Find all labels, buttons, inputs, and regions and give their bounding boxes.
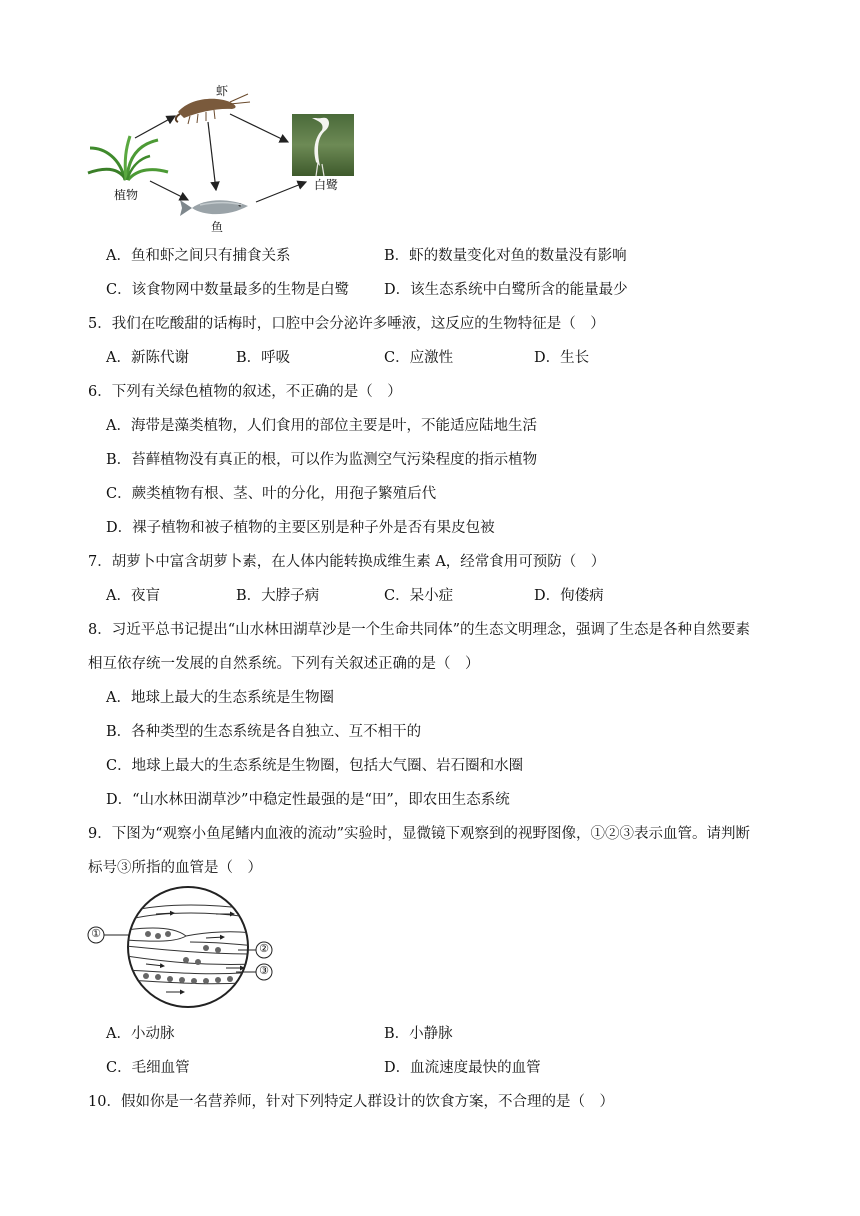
option-text: “山水林田湖草沙”中稳定性最强的是“田”，即农田生态系统 xyxy=(132,792,510,808)
arrow-plant-to-fish xyxy=(150,181,188,200)
option-letter: A． xyxy=(106,350,131,366)
option-letter: A． xyxy=(106,418,131,434)
option-text: 蕨类植物有根、茎、叶的分化，用孢子繁殖后代 xyxy=(131,486,437,502)
q6-option-a[interactable] xyxy=(106,414,537,435)
option-text: 生长 xyxy=(560,350,590,366)
q6-stem: 6．下列有关绿色植物的叙述，不正确的是（ ） xyxy=(88,384,402,400)
option-text: 地球上最大的生态系统是生物圈，包括大气圈、岩石圈和水圈 xyxy=(131,758,524,774)
q6-option-d[interactable] xyxy=(106,516,495,537)
option-text: 佝偻病 xyxy=(560,588,604,604)
option-letter: A． xyxy=(106,1026,131,1042)
vessel-label-1: ① xyxy=(91,927,101,940)
food-web-drawing xyxy=(80,78,370,238)
q8-stem-line-1: 8．习近平总书记提出“山水林田湖草沙是一个生命共同体”的生态文明理念，强调了生态是各种自然要素 xyxy=(88,622,751,638)
q10-stem: 10．假如你是一名营养师，针对下列特定人群设计的饮食方案，不合理的是（ ） xyxy=(88,1094,614,1110)
option-letter: C． xyxy=(106,282,132,298)
q9-stem-line-2: 标号③所指的血管是（ ） xyxy=(88,860,262,876)
option-text: 呼吸 xyxy=(261,350,291,366)
q8-option-b[interactable] xyxy=(106,720,421,741)
option-letter: C． xyxy=(384,588,410,604)
option-text: 虾的数量变化对鱼的数量没有影响 xyxy=(409,248,627,264)
q7-option-c[interactable] xyxy=(384,584,453,605)
q8-option-c[interactable] xyxy=(106,754,523,775)
option-text: 呆小症 xyxy=(409,588,454,604)
option-letter: C． xyxy=(106,1060,132,1076)
option-letter: B． xyxy=(236,588,262,604)
option-letter: C． xyxy=(106,486,132,502)
q4-option-b[interactable] xyxy=(384,244,627,265)
option-text: 小动脉 xyxy=(130,1026,175,1042)
vessel-label-3: ③ xyxy=(259,964,269,977)
arrow-shrimp-to-egret xyxy=(230,114,288,142)
q5-option-a[interactable] xyxy=(106,346,189,367)
q4-option-a[interactable] xyxy=(106,244,290,265)
food-web-figure xyxy=(80,78,370,238)
fish-icon xyxy=(180,200,248,216)
plant-icon xyxy=(88,136,168,180)
arrow-shrimp-to-fish xyxy=(208,122,216,190)
option-letter: A． xyxy=(106,248,131,264)
q9-option-a[interactable] xyxy=(106,1022,174,1043)
q6-option-b[interactable] xyxy=(106,448,537,469)
option-text: 夜盲 xyxy=(130,588,160,604)
option-letter: D． xyxy=(534,350,561,366)
q8-stem-line-2: 相互依存统一发展的自然系统。下列有关叙述正确的是（ ） xyxy=(88,656,480,672)
option-text: 毛细血管 xyxy=(131,1060,190,1076)
q7-option-b[interactable] xyxy=(236,584,319,605)
option-text: 地球上最大的生态系统是生物圈 xyxy=(130,690,334,706)
option-text: 新陈代谢 xyxy=(130,350,189,366)
label-shrimp: 虾 xyxy=(216,84,229,98)
q8-option-d[interactable] xyxy=(106,788,510,809)
option-text: 应激性 xyxy=(409,350,454,366)
vessel-label-2: ② xyxy=(259,942,269,955)
q9-option-c[interactable] xyxy=(106,1056,190,1077)
option-letter: B． xyxy=(106,724,132,740)
option-letter: D． xyxy=(384,1060,411,1076)
option-text: 裸子植物和被子植物的主要区别是种子外是否有果皮包被 xyxy=(132,520,495,536)
option-text: 该食物网中数量最多的生物是白鹭 xyxy=(131,282,350,298)
q9-stem-line-1: 9．下图为“观察小鱼尾鳍内血液的流动”实验时，显微镜下观察到的视野图像，①②③表示血管。请判断 xyxy=(88,826,751,842)
option-text: 苔藓植物没有真正的根，可以作为监测空气污染程度的指示植物 xyxy=(131,452,538,468)
option-letter: C． xyxy=(384,350,410,366)
option-letter: D． xyxy=(384,282,411,298)
shrimp-icon xyxy=(176,94,250,124)
q5-option-b[interactable] xyxy=(236,346,290,367)
option-letter: A． xyxy=(106,588,131,604)
option-text: 血流速度最快的血管 xyxy=(410,1060,541,1076)
option-text: 海带是藻类植物，人们食用的部位主要是叶，不能适应陆地生活 xyxy=(130,418,537,434)
label-plant: 植物 xyxy=(114,188,139,202)
option-letter: B． xyxy=(384,1026,410,1042)
q5-stem: 5．我们在吃酸甜的话梅时，口腔中会分泌许多唾液，这反应的生物特征是（ ） xyxy=(88,316,605,332)
label-egret: 白鹭 xyxy=(314,178,339,192)
q5-option-d[interactable] xyxy=(534,346,589,367)
option-text: 大脖子病 xyxy=(261,588,320,604)
option-letter: D． xyxy=(106,520,133,536)
option-letter: A． xyxy=(106,690,131,706)
q4-option-c[interactable] xyxy=(106,278,349,299)
q7-stem: 7．胡萝卜中富含胡萝卜素，在人体内能转换成维生素 A，经常食用可预防（ ） xyxy=(88,554,606,570)
q6-option-c[interactable] xyxy=(106,482,436,503)
q7-option-d[interactable] xyxy=(534,584,604,605)
option-letter: D． xyxy=(534,588,561,604)
q5-option-c[interactable] xyxy=(384,346,453,367)
option-letter: B． xyxy=(384,248,410,264)
option-letter: D． xyxy=(106,792,133,808)
q7-option-a[interactable] xyxy=(106,584,160,605)
option-letter: B． xyxy=(106,452,132,468)
option-text: 各种类型的生态系统是各自独立、互不相干的 xyxy=(131,724,422,740)
q9-option-d[interactable] xyxy=(384,1056,541,1077)
option-text: 小静脉 xyxy=(409,1026,453,1042)
option-text: 鱼和虾之间只有捕食关系 xyxy=(130,248,291,264)
egret-icon xyxy=(292,114,354,176)
option-text: 该生态系统中白鹭所含的能量最少 xyxy=(410,282,628,298)
option-letter: C． xyxy=(106,758,132,774)
q4-option-d[interactable] xyxy=(384,278,628,299)
option-letter: B． xyxy=(236,350,262,366)
microscope-view-figure xyxy=(86,884,296,1010)
label-fish: 鱼 xyxy=(211,220,224,234)
q9-option-b[interactable] xyxy=(384,1022,453,1043)
arrow-fish-to-egret xyxy=(256,182,306,202)
q8-option-a[interactable] xyxy=(106,686,334,707)
arrow-plant-to-shrimp xyxy=(135,116,175,138)
